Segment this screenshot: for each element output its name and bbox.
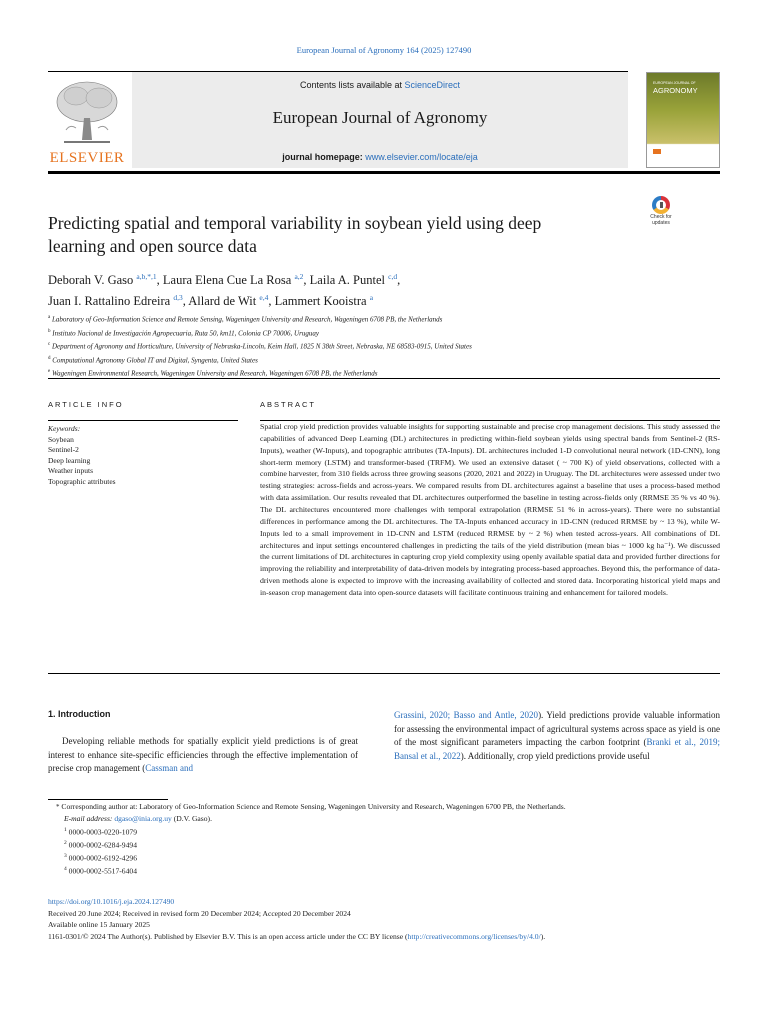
- cover-publisher-mark: [653, 149, 661, 154]
- author-affiliation-marks[interactable]: a,2: [294, 272, 304, 281]
- homepage-label: journal homepage:: [282, 152, 366, 162]
- author-affiliation-marks[interactable]: d,3: [173, 293, 183, 303]
- available-online: Available online 15 January 2025: [48, 920, 150, 930]
- footnote-rule: [48, 799, 168, 800]
- check-for-updates-badge[interactable]: [646, 196, 676, 232]
- article-info-heading: ARTICLE INFO: [48, 400, 124, 409]
- corresponding-author-note: * Corresponding author at: Laboratory of Geo-Information Science and Remote Sensing, Wageningen University and Research, Wageningen 6700 PB, the Netherlands.: [56, 802, 566, 811]
- keywords-heading: Keywords:: [48, 424, 81, 433]
- homepage-link[interactable]: www.elsevier.com/locate/eja: [365, 152, 478, 162]
- journal-citation[interactable]: European Journal of Agronomy 164 (2025) 127490: [296, 45, 472, 55]
- email-note: E-mail address: dgaso@inia.org.uy (D.V. Gaso).: [64, 814, 212, 824]
- masthead-bottom-rule: [48, 171, 720, 174]
- elsevier-tree-icon: [54, 78, 120, 146]
- contents-line: [132, 80, 628, 90]
- orcid-note: $^3$ 0000-0002-6192-4296: [64, 852, 137, 863]
- intro-paragraph: Developing reliable methods for spatially explicit yield predictions is of great interest to enhance site-specific efficiencies through the effective implementation of precise crop management (: [48, 736, 358, 774]
- keyword: Weather inputs: [48, 466, 94, 476]
- citation-link[interactable]: Grassini, 2020; Basso and Antle, 2020: [394, 710, 539, 720]
- affiliations-rule: [48, 378, 720, 379]
- affiliation: $^e$ Wageningen Environmental Research, Wageningen University and Research, Wageningen 6708 PB, the Netherlands: [48, 369, 378, 378]
- email-link[interactable]: dgaso@inia.org.uy: [114, 814, 172, 824]
- journal-homepage: [132, 152, 628, 162]
- abstract-heading: ABSTRACT: [260, 400, 317, 409]
- doi-link[interactable]: https://doi.org/10.1016/j.eja.2024.127490: [48, 897, 175, 906]
- intro-text: ). Additionally, crop yield predictions provide useful: [460, 750, 650, 761]
- author-affiliation-marks[interactable]: e,4: [259, 293, 269, 303]
- journal-title: European Journal of Agronomy: [272, 108, 488, 127]
- keyword: Topographic attributes: [48, 476, 116, 486]
- footnotes: [48, 801, 720, 877]
- orcid-note: $^1$ 0000-0003-0220-1079: [64, 826, 137, 837]
- author[interactable]: Laila A. Puntel: [309, 273, 385, 288]
- introduction-heading: 1. Introduction: [48, 709, 111, 719]
- title-line-1: Predicting spatial and temporal variability in soybean yield using deep: [48, 213, 542, 233]
- contents-prefix: Contents lists available at: [299, 80, 405, 90]
- cover-title: AGRONOMY: [653, 86, 698, 95]
- affiliation: $^a$ Laboratory of Geo-Information Science and Remote Sensing, Wageningen University and Research, Wageningen 6708 PB, the Netherlands: [48, 315, 443, 324]
- article-info-rule: [48, 420, 238, 421]
- affiliation-list: [48, 312, 728, 380]
- author-affiliation-marks[interactable]: a,b,*,1: [136, 272, 157, 281]
- author-affiliation-marks[interactable]: a: [369, 293, 374, 303]
- author[interactable]: Deborah V. Gaso: [48, 273, 134, 288]
- orcid-note: $^2$ 0000-0002-6284-9494: [64, 839, 137, 850]
- keywords-block: [48, 424, 238, 488]
- orcid-note: $^4$ 0000-0002-5517-6404: [64, 865, 137, 876]
- introduction-left-column: [48, 735, 358, 776]
- elsevier-wordmark: ELSEVIER: [49, 150, 125, 166]
- title-line-2: learning and open source data: [48, 236, 257, 256]
- author[interactable]: Laura Elena Cue La Rosa: [162, 273, 292, 288]
- crossmark-icon: [652, 196, 670, 214]
- license-line: 1161-0301/© 2024 The Author(s). Published by Elsevier B.V. This is an open access article under the CC BY license (http://creativecommons.org/licenses/by/4.0/).: [48, 931, 546, 941]
- keyword: Soybean: [48, 434, 74, 444]
- author-affiliation-marks[interactable]: c,d: [388, 272, 398, 281]
- elsevier-logo: [48, 78, 126, 166]
- publication-info: [48, 896, 738, 942]
- keyword: Sentinel-2: [48, 445, 79, 455]
- article-title: [48, 212, 628, 258]
- license-link[interactable]: http://creativecommons.org/licenses/by/4.0/: [407, 931, 541, 941]
- author[interactable]: Lammert Kooistra: [274, 294, 367, 309]
- introduction-right-column: [394, 709, 720, 763]
- author[interactable]: Allard de Wit: [188, 294, 257, 309]
- author-list: Deborah V. Gaso $^{a,b,*,1}$, Laura Elena Cue La Rosa $^{a,2}$, Laila A. Puntel $^{c,d}$, Juan I. Rattalino Edreira $^{d,3}$, Allard de Wit $^{e,4}$, Lammert Kooistra $^a$: [48, 272, 401, 309]
- citation-link[interactable]: Cassman and: [145, 763, 193, 774]
- abstract-bottom-rule: [48, 673, 720, 674]
- sciencedirect-link[interactable]: ScienceDirect: [404, 80, 461, 90]
- check-badge-text: Check for updates: [650, 214, 672, 226]
- affiliation: $^d$ Computational Agronomy Global IT and Digital, Syngenta, United States: [48, 355, 258, 364]
- abstract-text: Spatial crop yield prediction provides valuable insights for supporting sustainable and precise crop management decisions. This study assessed the capabilities of advanced Deep Learning (DL) architectures in predicting within-field soybean yields using spectral bands from Sentinel-2 (RS-Inputs), weather (W-Inputs), and topographic attributes (TA-Inputs). DL architectures included 1-D convolutional neural network (1D-CNN), long short-term memory (LSTM) and transformer-based (TRFM). We used an extensive dataset ( ~ 700 K) of yield observations, collected with a combine harvester, from 310 fields across three growing seasons (2020, 2021 and 2022) in Uruguay. The DL architectures were assessed under two testing strategies: across-fields and across-years. We compared results from DL architectures against a baseline that uses a process-based method with data assimilation. Our results revealed that DL architectures outperformed the baseline in testing across-fields only (RRMSE 35 % vs 40 %). The DL architectures encountered more challenges with temporal extrapolation (RRMSE 51 % in across-years). There were no substantial differences in performance among the DL architectures. The TA-Inputs enhanced accuracy in 1D-CNN (reduced RRMSE by ~ 13 %), while W-Inputs led to a small improvement in 1D-CNN and LSTM (reduced RRMSE by ~ 2 %) when tested across-years. All combinations of DL architectures and input settings encountered challenges in predicting the tails of the yield distribution (mean bias ~ 1000 kg ha⁻¹). We discussed the current limitations of DL architectures in capturing crop yield complexity using openly available spatial data and provided further directions for improving the reliability and interpretability of data-driven models by integrating process-based approaches. Beyond this, the performance of data-driven methods alone is expected to improve with the increasing availability of collected and stored data. Incorporating historical yield maps and in-season crop management data into open-source datasets will facilitate continuous training and enhancement for tailored models.: [260, 422, 721, 598]
- keyword: Deep learning: [48, 455, 91, 465]
- cover-small-title: EUROPEAN JOURNAL OF: [653, 81, 696, 85]
- affiliation: $^b$ Instituto Nacional de Investigación Agropecuaria, Ruta 50, km11, Colonia CP 70006, Uruguay: [48, 328, 319, 337]
- intro-text: ). Yield predictions provide valuable information for assessing the environmental impact of agricultural systems across space as yield is one of the most significant parameters impacting the carbon footprint (: [394, 710, 720, 748]
- author[interactable]: Juan I. Rattalino Edreira: [48, 294, 171, 309]
- citation-link[interactable]: Branki et al., 2019; Bansal et al., 2022: [394, 737, 720, 761]
- received-dates: Received 20 June 2024; Received in revised form 20 December 2024; Accepted 20 December 2024: [48, 908, 351, 918]
- affiliation: $^c$ Department of Agronomy and Horticulture, University of Nebraska-Lincoln, Keim Hall, 1825 N 38th Street, Nebraska, NE 68583-0915, United States: [48, 342, 472, 351]
- journal-cover-thumbnail[interactable]: [646, 72, 720, 168]
